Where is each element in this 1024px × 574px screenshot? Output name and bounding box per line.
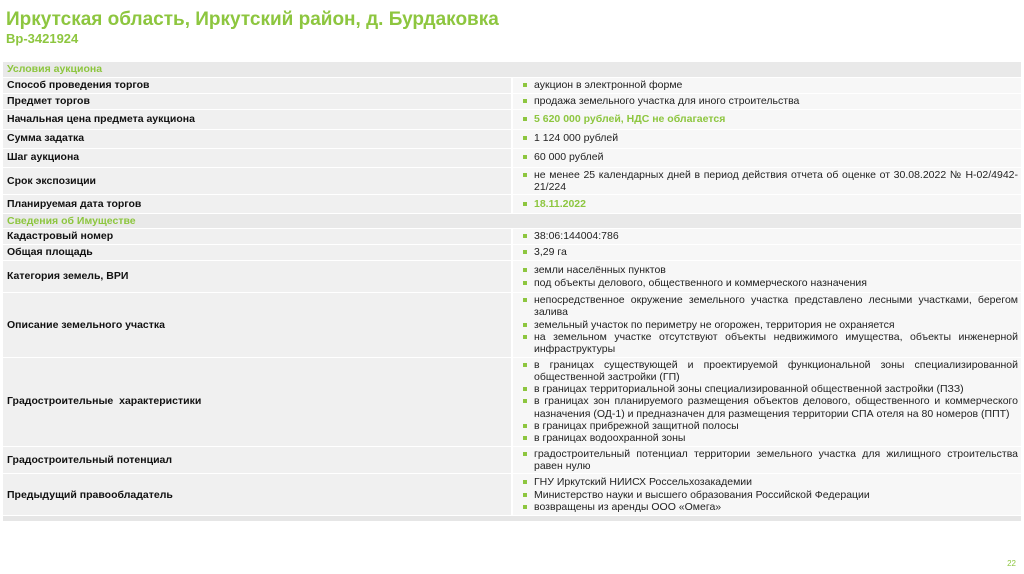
row-label: Планируемая дата торгов: [3, 195, 512, 214]
list-item: под объекты делового, общественного и коммерческого назначения: [521, 277, 1018, 289]
table-row: [3, 474, 1021, 516]
list-item: градостроительный потенциал территории земельного участка для жилищного строительства равен нулю: [521, 448, 1018, 473]
row-label: Описание земельного участка: [3, 293, 512, 357]
row-label: Градостроительные характеристики: [3, 357, 512, 446]
row-label: Срок экспозиции: [3, 167, 512, 195]
row-value: [512, 93, 1021, 109]
table-footer-bar: [3, 516, 1021, 522]
list-item: 18.11.2022: [521, 198, 1018, 210]
section-title: Сведения об Имуществе: [3, 214, 1021, 229]
section-header-auction: [3, 62, 1021, 77]
list-item: не менее 25 календарных дней в период действия отчета об оценке от 30.08.2022 № Н-02/4942-21/224: [521, 169, 1018, 194]
table-row: [3, 77, 1021, 93]
auction-info-table: [3, 62, 1021, 522]
list-item: в границах зон планируемого размещения объектов делового, общественного и коммерческого назначения (ОД-1) и предназначен для размещения территории СПА отеля на 80 номеров (ППТ): [521, 395, 1018, 420]
list-item: Министерство науки и высшего образования Российской Федерации: [521, 489, 1018, 501]
table-row: [3, 109, 1021, 129]
row-value: [512, 357, 1021, 446]
row-value: [512, 229, 1021, 245]
list-item: ГНУ Иркутский НИИСХ Россельхозакадемии: [521, 476, 1018, 488]
table-row: [3, 93, 1021, 109]
row-label: Начальная цена предмета аукциона: [3, 109, 512, 129]
row-label: Общая площадь: [3, 245, 512, 261]
row-value: [512, 77, 1021, 93]
footer-bar-cell: [3, 516, 1021, 522]
row-value: [512, 167, 1021, 195]
list-item: 60 000 рублей: [521, 151, 1018, 163]
row-label: Способ проведения торгов: [3, 77, 512, 93]
list-item: в границах территориальной зоны специализированной общественной застройки (ПЗЗ): [521, 383, 1018, 395]
table-row: [3, 129, 1021, 148]
row-value: [512, 293, 1021, 357]
list-item: продажа земельного участка для иного строительства: [521, 95, 1018, 107]
row-label: Предмет торгов: [3, 93, 512, 109]
row-label: Предыдущий правообладатель: [3, 474, 512, 516]
lot-code: Bp-3421924: [6, 31, 79, 46]
row-label: Градостроительный потенциал: [3, 446, 512, 474]
page-number: 22: [1007, 559, 1016, 568]
list-item: в границах существующей и проектируемой функциональной зоны специализированной общественной застройки (ГП): [521, 359, 1018, 384]
section-title: Условия аукциона: [3, 62, 1021, 77]
table-row: [3, 357, 1021, 446]
row-value: [512, 474, 1021, 516]
table-row: [3, 229, 1021, 245]
row-label: Кадастровый номер: [3, 229, 512, 245]
table-row: [3, 446, 1021, 474]
table-row: [3, 167, 1021, 195]
row-value: [512, 129, 1021, 148]
list-item: земли населённых пунктов: [521, 264, 1018, 276]
row-label: Сумма задатка: [3, 129, 512, 148]
table-row: [3, 148, 1021, 167]
table-row: [3, 293, 1021, 357]
section-header-property: [3, 214, 1021, 229]
page-title: Иркутская область, Иркутский район, д. Бурдаковка: [6, 9, 499, 30]
row-value: [512, 245, 1021, 261]
row-label: Шаг аукциона: [3, 148, 512, 167]
list-item: возвращены из аренды ООО «Омега»: [521, 501, 1018, 513]
table-row: [3, 261, 1021, 293]
list-item: аукцион в электронной форме: [521, 79, 1018, 91]
row-value: [512, 148, 1021, 167]
list-item: 1 124 000 рублей: [521, 132, 1018, 144]
row-value: [512, 261, 1021, 293]
list-item: непосредственное окружение земельного участка представлено лесными участками, берегом залива: [521, 294, 1018, 319]
row-value: [512, 109, 1021, 129]
row-value: [512, 195, 1021, 214]
table-row: [3, 195, 1021, 214]
row-value: [512, 446, 1021, 474]
table-row: [3, 245, 1021, 261]
row-label: Категория земель, ВРИ: [3, 261, 512, 293]
list-item: 5 620 000 рублей, НДС не облагается: [521, 113, 1018, 125]
list-item: в границах водоохранной зоны: [521, 432, 1018, 444]
list-item: в границах прибрежной защитной полосы: [521, 420, 1018, 432]
list-item: земельный участок по периметру не огорожен, территория не охраняется: [521, 319, 1018, 331]
list-item: на земельном участке отсутствуют объекты недвижимого имущества, объекты инженерной инфраструктуры: [521, 331, 1018, 356]
list-item: 38:06:144004:786: [521, 230, 1018, 242]
list-item: 3,29 га: [521, 246, 1018, 258]
